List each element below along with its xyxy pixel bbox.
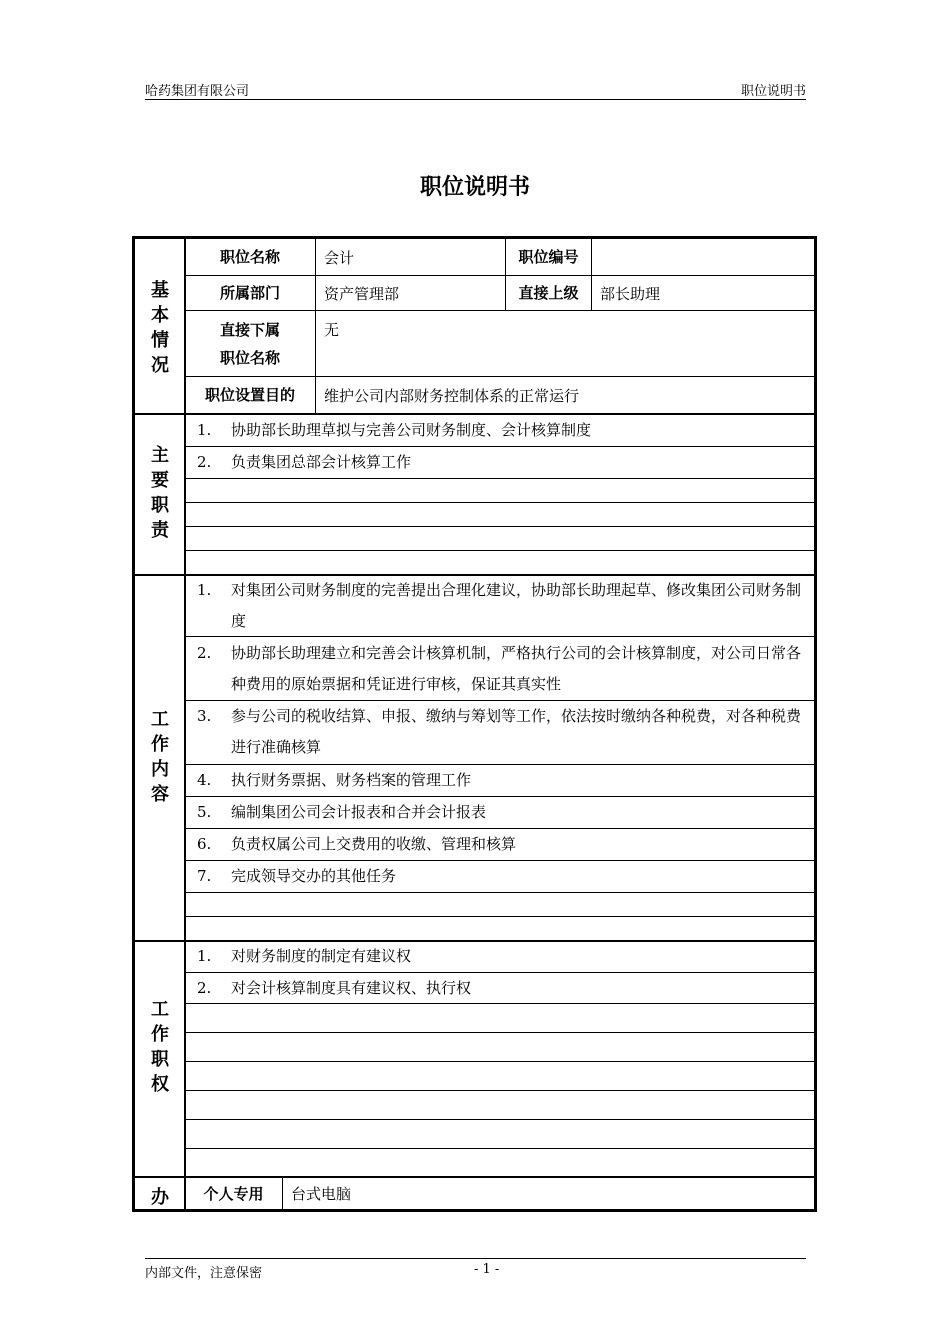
section-label-authority: [135, 997, 185, 1097]
row-line: [185, 550, 814, 551]
header-doc-type: 职位说明书: [740, 84, 806, 99]
department-value: 资产管理部: [324, 284, 400, 303]
subordinate-label: [185, 311, 315, 376]
footer-note: 内部文件，注意保密: [145, 1266, 263, 1281]
row-line: [185, 892, 814, 893]
purpose-label: 职位设置目的: [204, 386, 295, 404]
duty-number: 2.: [197, 453, 212, 471]
work-number: 4.: [197, 771, 212, 789]
footer-divider: [145, 1258, 806, 1259]
page-title: 职位说明书: [419, 175, 530, 200]
header-company: 哈药集团有限公司: [145, 84, 250, 99]
row-line: [185, 1032, 814, 1033]
department-label: 所属部门: [219, 284, 280, 302]
section-label-text: 办: [151, 1187, 169, 1208]
section-label-office: [135, 1185, 185, 1210]
header-divider: [145, 99, 806, 100]
subordinate-label-line-2: 职位名称: [219, 348, 280, 367]
row-line: [185, 1061, 814, 1062]
work-number: 7.: [197, 867, 212, 885]
work-text: 协助部长助理建立和完善会计核算机制，严格执行公司的会计核算制度，对公司日常各种费用的原始票据和凭证进行审核，保证其真实性: [231, 644, 802, 693]
job-description-table: [132, 236, 817, 1212]
supervisor-label: 直接上级: [518, 284, 579, 302]
work-text: 编制集团公司会计报表和合并会计报表: [231, 803, 487, 821]
position-code-label: 职位编号: [518, 248, 579, 266]
work-number: 5.: [197, 803, 212, 821]
personal-use-value: 台式电脑: [291, 1185, 352, 1203]
personal-use-label: 个人专用: [203, 1184, 264, 1203]
work-text: 执行财务票据、财务档案的管理工作: [231, 771, 472, 789]
supervisor-value: 部长助理: [600, 284, 661, 303]
row-line: [185, 916, 814, 917]
purpose-value: 维护公司内部财务控制体系的正常运行: [324, 386, 580, 405]
section-label-work: [135, 707, 185, 807]
work-number: 2.: [197, 644, 212, 662]
position-code-value: [592, 239, 814, 275]
work-text: 参与公司的税收结算、申报、缴纳与筹划等工作，依法按时缴纳各种税费，对各种税费进行准确核算: [231, 707, 802, 756]
authority-text: 对财务制度的制定有建议权: [231, 947, 412, 965]
footer-page-number: - 1 -: [474, 1262, 500, 1277]
authority-number: 1.: [197, 947, 212, 965]
work-text: 负责权属公司上交费用的收缴、管理和核算: [231, 835, 517, 853]
work-number: 3.: [197, 707, 212, 725]
subordinate-value: 无: [324, 321, 340, 339]
section-label-text: 基本情况: [151, 280, 169, 376]
duty-text: 协助部长助理草拟与完善公司财务制度、会计核算制度: [231, 421, 592, 439]
row-line: [185, 1148, 814, 1149]
section-label-duties: [135, 443, 185, 543]
work-text: 对集团公司财务制度的完善提出合理化建议，协助部长助理起草、修改集团公司财务制度: [231, 581, 802, 630]
subordinate-label-line-1: 直接下属: [219, 320, 280, 339]
work-text: 完成领导交办的其他任务: [231, 867, 397, 885]
work-number: 6.: [197, 835, 212, 853]
row-line: [185, 502, 814, 503]
duty-text: 负责集团总部会计核算工作: [231, 453, 412, 471]
work-number: 1.: [197, 581, 212, 599]
position-name-value: 会计: [324, 248, 355, 267]
row-line: [185, 1119, 814, 1120]
row-line: [185, 478, 814, 479]
authority-text: 对会计核算制度具有建议权、执行权: [231, 979, 472, 997]
row-line: [185, 1090, 814, 1091]
row-line: [185, 526, 814, 527]
section-label-basic: [135, 278, 185, 378]
section-label-text: 工作职权: [151, 999, 169, 1095]
section-label-text: 主要职责: [151, 445, 169, 541]
duty-number: 1.: [197, 421, 212, 439]
section-label-text: 工作内容: [151, 709, 169, 805]
authority-number: 2.: [197, 979, 212, 997]
position-name-label: 职位名称: [219, 248, 280, 266]
